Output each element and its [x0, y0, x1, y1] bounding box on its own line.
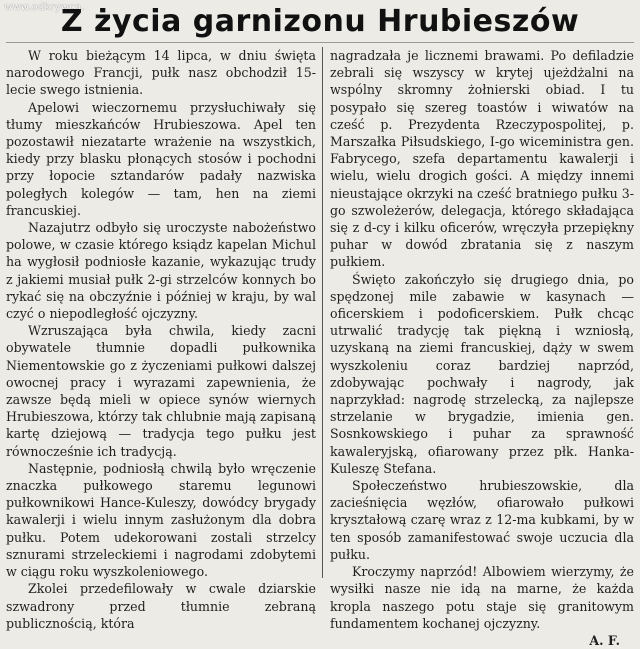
headline-rule: [6, 42, 634, 43]
headline: Z życia garnizonu Hrubieszów: [60, 4, 580, 39]
paragraph: Apelowi wieczornemu przysłuchiwały się tłumy mieszkańców Hrubieszowa. Apel ten pozostawił niezatarte wrażenie na wszystkich, kiedy przy blasku płonących stosów i pochodni przy łopocie sztandarów padały nazwiska poległych kolegów — tam, hen na ziemi francuskiej.: [6, 99, 316, 218]
paragraph: Społeczeństwo hrubieszowskie, dla zacieśnięcia węzłów, ofiarowało pułkowi kryształową czarę wraz z 12-ma kubkami, by w ten sposób zamanifestować swoje uczucia dla pułku.: [330, 478, 634, 562]
column-divider: [322, 47, 323, 578]
paragraph: Następnie, podniosłą chwilą było wręczenie znaczka pułkowego staremu legunowi pułkownikowi Hance-Kuleszy, dowódcy brygady kawalerji i wielu innym zasłużonym dla dobra pułku. Potem udekorowani zostali strzelcy sznurami strzeleckiemi i nagrodami zdobytemi w ciągu roku wyszkoleniowego.: [6, 460, 316, 580]
paragraph: Nazajutrz odbyło się uroczyste nabożeństwo polowe, w czasie którego ksiądz kapelan Michul ha wygłosił podniosłe kazanie, wykazując trudy z jakiemi musiał pułk 2-gi strzelców konnych bo rykać się na obczyźnie i później w kraju, by wal czyć o niepodległość ojczyzny.: [6, 220, 316, 322]
left-column: [6, 47, 316, 632]
paragraph: Kroczymy naprzód! Albowiem wierzymy, że wysiłki nasze nie idą na marne, że każda kropla naszego potu staje się granitowym fundamentem kochanej ojczyzny.: [330, 564, 634, 631]
right-column: [330, 47, 634, 649]
paragraph: Święto zakończyło się drugiego dnia, po spędzonej mile zabawie w kasynach — oficerskiem i podoficerskiem. Pułk chcąc utrwalić tradycję tak piękną i wzniosłą, uzyskaną na ziemi francuskiej, dąży w swem wyszkoleniu coraz bardziej naprzód, zdobywając pochwały i nagrody, jak naprzykład: nagrodę strzelecką, za najlepsze strzelanie w brygadzie, imienia gen. Sosnkowskiego i puhar za sprawność kawaleryjską, ofiarowany przez płk. Hanka-Kuleszę Stefana.: [330, 271, 634, 476]
paragraph: Wzruszająca była chwila, kiedy zacni obywatele tłumnie dopadli pułkownika Niementowskie go z życzeniami pułkowi dalszej owocnej pracy i wyrazami zapewnienia, że zawsze będą mieli w opiece synów wiernych Hrubieszowa, którzy tak chlubnie mają zapisaną kartę dziejową — tradycja tego pułku jest równocześnie ich tradycją.: [6, 323, 316, 459]
signature: A. F.: [589, 632, 620, 648]
paragraph: Zkolei przedefilowały w cwale dziarskie szwadrony przed tłumnie zebraną publicznością, która: [6, 581, 316, 631]
paragraph: W roku bieżącym 14 lipca, w dniu święta narodowego Francji, pułk nasz obchodził 15-lecie swego istnienia.: [6, 48, 316, 98]
paragraph-continuation: nagradzała je licznemi brawami. Po defiladzie zebrali się wszyscy w krytej ujeżdżalni na wspólny skromny żołnierski obiad. I tu posypało się szereg toastów i wiwatów na cześć p. Prezydenta Rzeczypospolitej, p. Marszałka Piłsudskiego, I-go wiceministra gen. Fabrycego, szefa departamentu kawalerji i wielu, wielu drogich gości. A między innemi nieustające okrzyki na cześć bratniego pułku 3-go szwoleżerów, delegacja, którego składająca się z d-cy i kilku oficerów, wręczyła przepiękny puhar w dowód zbratania się z naszym pułkiem.: [330, 48, 634, 270]
watermark: www.odkrywca.: [4, 2, 85, 13]
